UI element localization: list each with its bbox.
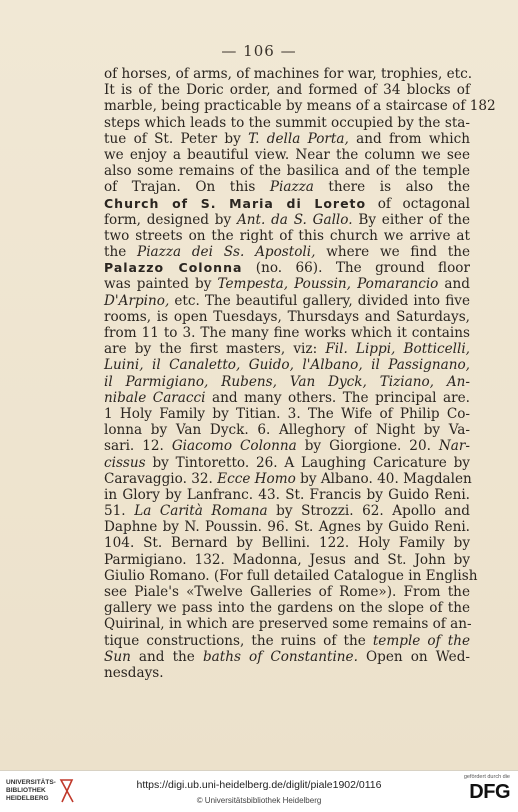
text-segment: lonna by Van Dyck. 6. Alleghory of Night by Va- xyxy=(104,422,470,439)
text-line xyxy=(104,535,470,551)
text-segment: of octagonal xyxy=(366,195,470,212)
page-number: — 106 — xyxy=(221,42,297,60)
text-line xyxy=(104,552,470,568)
text-line xyxy=(104,567,478,584)
text-segment: are by the first masters, viz: xyxy=(104,341,326,358)
library-name-line2: BIBLIOTHEK xyxy=(6,787,46,794)
text-segment: sari. 12. xyxy=(104,438,172,455)
italic-text: Fil. Lippi, Botticelli, xyxy=(325,341,470,358)
library-name-line1: UNIVERSITÄTS- xyxy=(6,779,56,786)
text-line xyxy=(104,98,496,115)
text-line xyxy=(104,228,470,244)
italic-text: Piazza xyxy=(269,179,314,196)
text-segment: and xyxy=(438,276,470,293)
italic-text: Nar- xyxy=(438,438,470,455)
viewer-footer xyxy=(0,770,518,812)
text-line xyxy=(104,471,470,487)
text-line xyxy=(104,115,470,131)
text-segment: 51. xyxy=(104,503,135,520)
italic-text: Ant. da S. Gallo. xyxy=(236,211,353,228)
text-segment: from 11 to 3. The many fine works which it contains xyxy=(104,325,470,341)
text-segment: was painted by xyxy=(104,276,218,293)
text-segment: by Albano. 40. Magdalen xyxy=(295,470,472,487)
italic-text: T. della Porta, xyxy=(248,130,349,147)
body-text xyxy=(104,66,496,681)
copyright-notice: © Universitätsbibliothek Heidelberg xyxy=(196,796,322,805)
text-line xyxy=(104,374,470,390)
text-segment: and many others. The principal are. xyxy=(205,389,470,406)
italic-text: Tempesta, Poussin, Pomarancio xyxy=(217,276,439,293)
text-line xyxy=(104,163,470,179)
text-segment: see Piale's «Twelve Galleries of Rome»). From the xyxy=(104,584,470,600)
text-line xyxy=(104,293,470,309)
italic-text: La Carità Romana xyxy=(134,503,268,520)
text-line xyxy=(104,66,473,82)
text-line xyxy=(104,179,470,195)
text-line xyxy=(104,131,470,147)
text-line xyxy=(104,212,470,228)
text-segment: steps which leads to the summit occupied by the sta- xyxy=(104,114,470,131)
text-segment: Parmigiano. 132. Madonna, Jesus and St. John by xyxy=(104,551,470,568)
text-segment: rooms, is open Tuesdays, Thursdays and Saturdays, xyxy=(104,308,470,325)
italic-text: Piazza dei Ss. Apostoli, xyxy=(137,244,316,261)
dfg-logo[interactable] xyxy=(458,774,510,808)
text-segment: marble, being practicable by means of a staircase of 182 xyxy=(104,98,496,115)
text-line xyxy=(104,276,470,292)
italic-text: il Parmigiano, Rubens, Van Dyck, Tiziano, An- xyxy=(104,373,470,390)
text-segment: where we find the xyxy=(315,244,470,261)
text-segment: of horses, of arms, of machines for war, trophies, etc. xyxy=(104,66,473,82)
text-segment: there is also the xyxy=(313,179,470,196)
italic-text: temple of the xyxy=(372,632,470,649)
library-name-line3: HEIDELBERG xyxy=(6,795,49,802)
section-heading: Palazzo Colonna xyxy=(104,260,243,276)
text-segment: the xyxy=(104,244,138,261)
text-segment: and the xyxy=(130,648,203,665)
text-segment: tique constructions, the ruins of the xyxy=(104,632,373,649)
text-segment: (no. 66). The ground floor xyxy=(242,260,470,277)
text-line xyxy=(104,422,470,438)
text-line xyxy=(104,147,470,163)
text-segment: by Giorgione. 20. xyxy=(296,438,439,455)
text-line xyxy=(104,503,470,519)
dfg-wordmark: DFG xyxy=(469,781,510,803)
text-line xyxy=(104,584,470,600)
dfg-funded-by: gefördert durch die xyxy=(463,774,510,780)
text-segment: It is of the Doric order, and formed of 34 blocks of xyxy=(104,82,470,99)
text-line xyxy=(104,406,470,422)
permalink-url[interactable]: https://digi.ub.uni-heidelberg.de/diglit/piale1902/0116 xyxy=(136,779,382,791)
text-line xyxy=(104,649,470,665)
italic-text: baths of Constantine. xyxy=(202,648,358,665)
text-segment: 104. St. Bernard by Bellini. 122. Holy Family by xyxy=(104,535,470,552)
section-heading: Church of S. Maria di Loreto xyxy=(104,195,367,211)
text-line xyxy=(104,455,470,471)
text-line xyxy=(104,600,470,616)
text-line xyxy=(104,341,470,357)
text-segment: we enjoy a beautiful view. Near the column we see xyxy=(104,146,470,163)
text-segment: Quirinal, in which are preserved some remains of an- xyxy=(104,616,472,633)
text-segment: form, designed by xyxy=(104,211,237,228)
italic-text: D'Arpino, xyxy=(104,292,170,309)
text-segment: Caravaggio. 32. xyxy=(104,470,218,487)
text-segment: two streets on the right of this church we arrive at xyxy=(104,227,470,244)
text-line xyxy=(104,665,470,681)
text-line xyxy=(104,260,470,276)
text-segment: of Trajan. On this xyxy=(104,179,270,196)
text-segment: gallery we pass into the gardens on the slope of the xyxy=(104,600,470,617)
text-segment: in Glory by Lanfranc. 43. St. Francis by Guido Reni. xyxy=(104,486,470,503)
text-segment: Daphne by N. Poussin. 96. St. Agnes by Guido Reni. xyxy=(104,519,470,536)
text-line xyxy=(104,390,470,406)
italic-text: Giacomo Colonna xyxy=(171,438,297,455)
text-line xyxy=(104,309,470,325)
text-segment: by Strozzi. 62. Apollo and xyxy=(267,503,470,520)
text-line xyxy=(104,438,470,454)
text-line xyxy=(104,616,470,632)
text-line xyxy=(104,633,470,649)
text-segment: also some remains of the basilica and of the temple xyxy=(104,163,470,180)
italic-text: cissus xyxy=(104,454,146,471)
text-segment: By either of the xyxy=(352,211,471,228)
italic-text: Sun xyxy=(104,648,131,665)
text-line xyxy=(104,196,470,212)
italic-text: nibale Caracci xyxy=(104,389,206,406)
text-line xyxy=(104,487,470,503)
text-segment: tue of St. Peter by xyxy=(104,130,249,147)
text-line xyxy=(104,519,470,535)
text-segment: nesdays. xyxy=(104,664,164,681)
text-line xyxy=(104,82,470,98)
text-segment: etc. The beautiful gallery, divided into five xyxy=(169,292,470,309)
italic-text: Luini, il Canaletto, Guido, l'Albano, il Passignano, xyxy=(104,357,470,374)
text-segment: 1 Holy Family by Titian. 3. The Wife of Philip Co- xyxy=(104,405,470,422)
text-line xyxy=(104,325,470,341)
text-segment: and from which xyxy=(348,130,470,147)
text-segment: Open on Wed- xyxy=(357,648,470,665)
italic-text: Ecce Homo xyxy=(217,470,296,487)
text-line xyxy=(104,357,470,373)
text-segment: by Tintoretto. 26. A Laughing Caricature by xyxy=(145,454,470,471)
text-line xyxy=(104,244,470,260)
text-segment: Giulio Romano. (For full detailed Catalogue in English xyxy=(104,567,478,584)
